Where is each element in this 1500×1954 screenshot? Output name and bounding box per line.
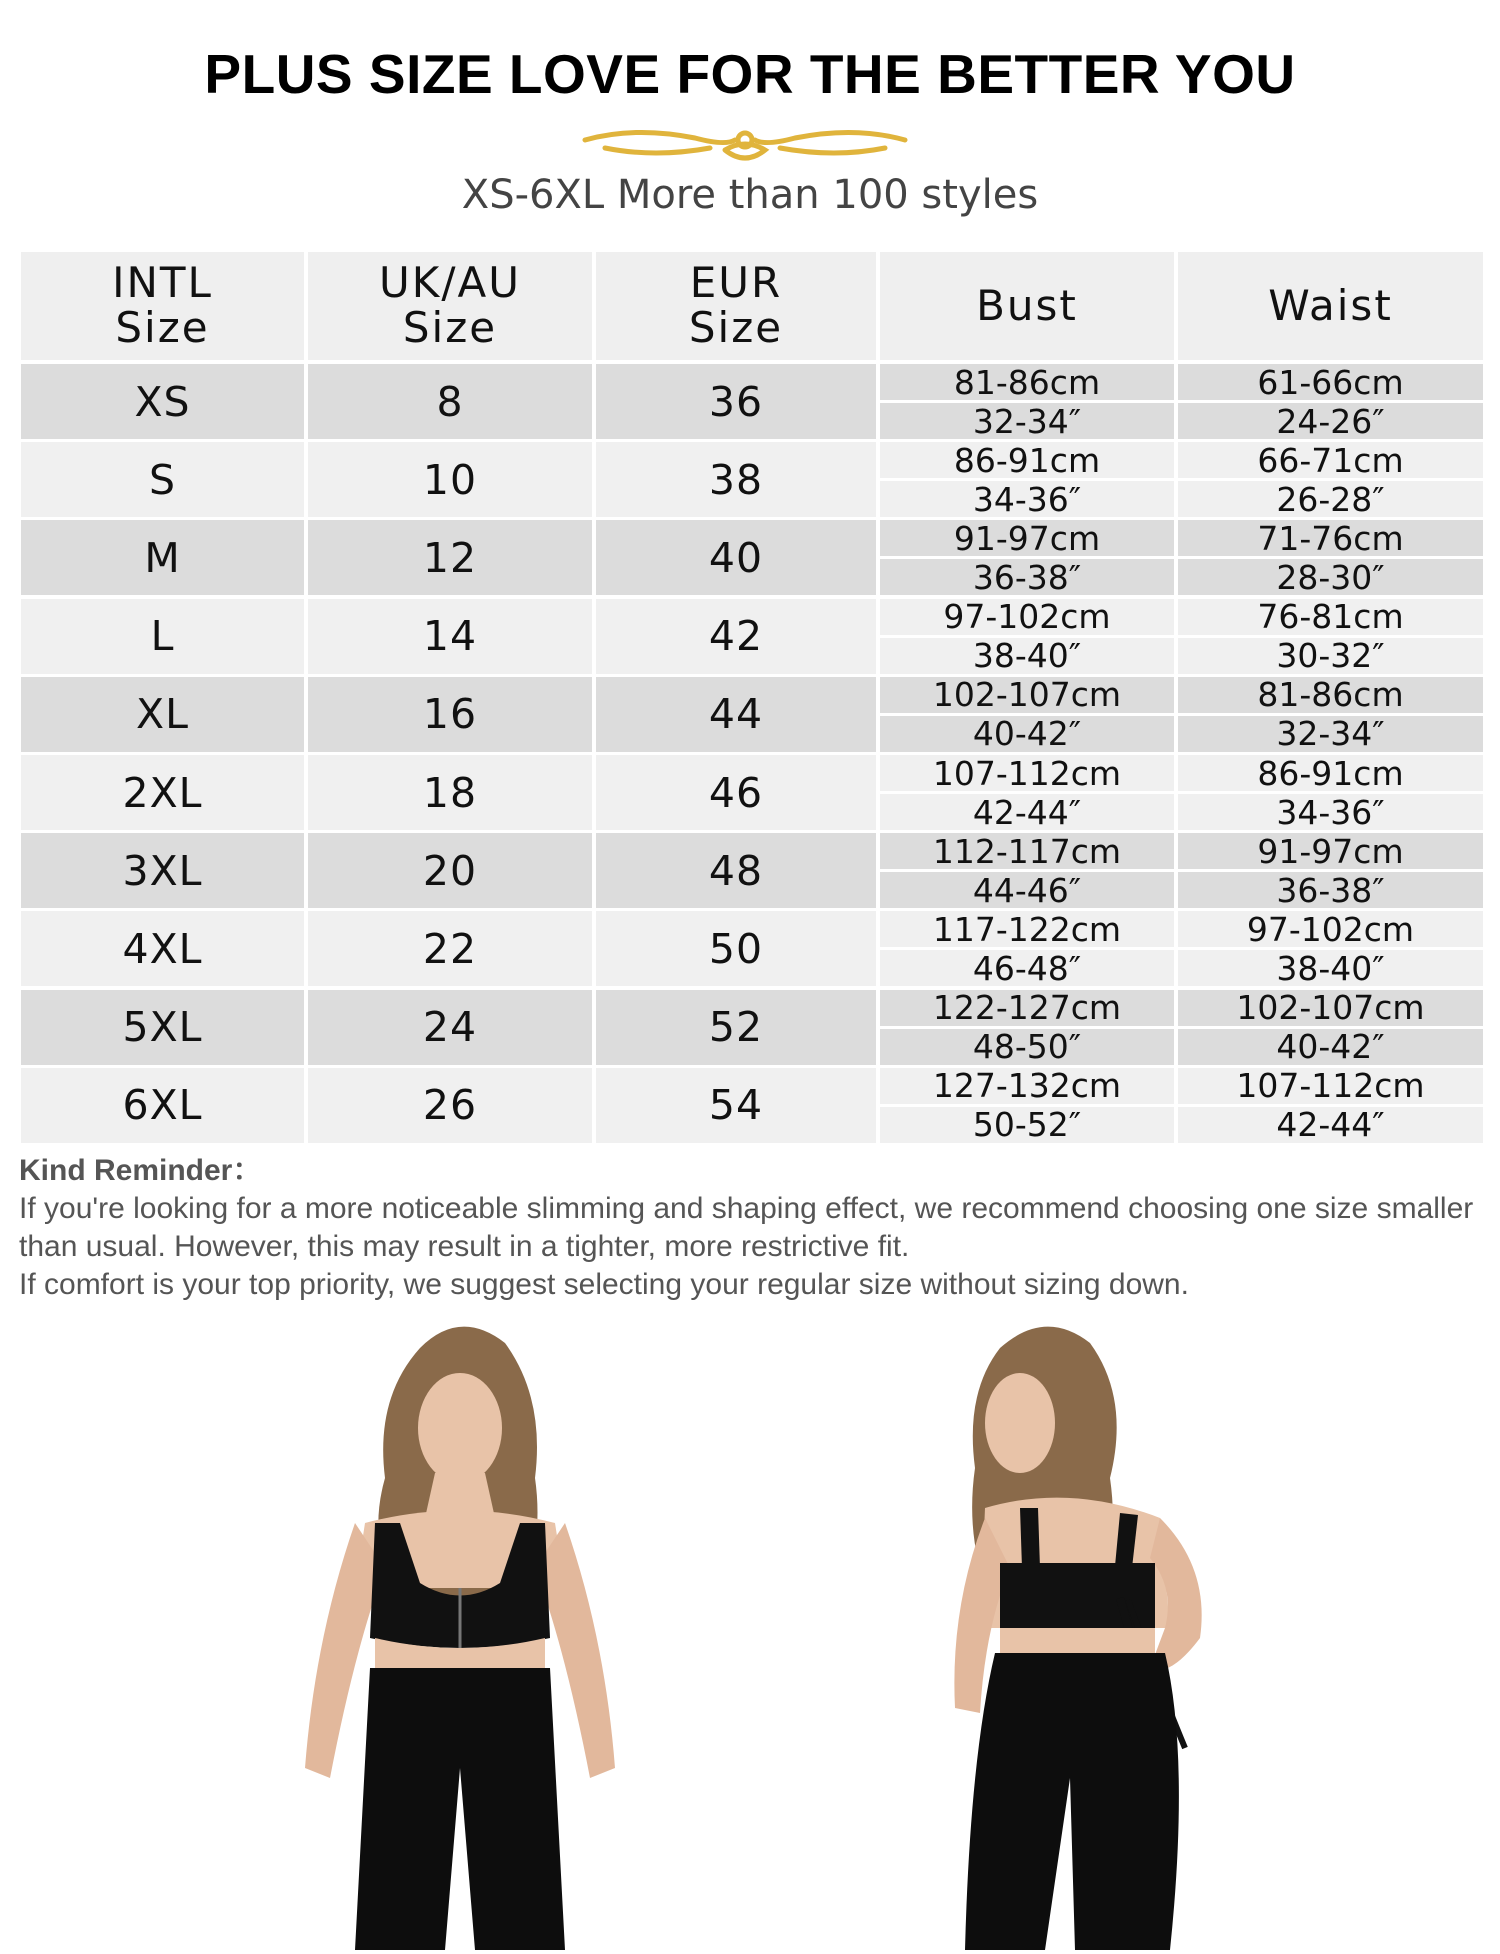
bust-inch-value: 48-50″	[880, 1029, 1174, 1065]
bust-inch-value: 50-52″	[880, 1107, 1174, 1143]
header-intl-size: INTL Size	[21, 252, 304, 360]
model-front-photo	[245, 1308, 675, 1950]
cell-bust	[880, 911, 1174, 986]
cell-intl-size: 3XL	[21, 833, 304, 908]
waist-inch-value: 40-42″	[1178, 1029, 1483, 1065]
bust-inch-value: 42-44″	[880, 794, 1174, 830]
cell-intl-size: 6XL	[21, 1068, 304, 1143]
page-subtitle: XS-6XL More than 100 styles	[461, 172, 1039, 218]
waist-cm-value: 107-112cm	[1178, 1068, 1483, 1104]
header-uk-au-size: UK/AU Size	[308, 252, 592, 360]
cell-uk-au-size: 10	[308, 442, 592, 517]
waist-cm-value: 102-107cm	[1178, 990, 1483, 1026]
waist-inch-value: 24-26″	[1178, 403, 1483, 439]
waist-cm-value: 86-91cm	[1178, 755, 1483, 791]
bust-cm-value: 81-86cm	[880, 364, 1174, 400]
cell-waist	[1178, 755, 1483, 830]
cell-uk-au-size: 22	[308, 911, 592, 986]
waist-cm-value: 61-66cm	[1178, 364, 1483, 400]
reminder-text-2: If comfort is your top priority, we suggest selecting your regular size without sizing down.	[19, 1268, 1189, 1301]
header-bust: Bust	[880, 252, 1174, 360]
table-row	[21, 599, 1483, 674]
size-chart-table	[21, 252, 1483, 1144]
cell-eur-size: 52	[596, 990, 876, 1065]
waist-cm-value: 81-86cm	[1178, 677, 1483, 713]
cell-waist	[1178, 364, 1483, 439]
cell-waist	[1178, 833, 1483, 908]
waist-cm-value: 76-81cm	[1178, 599, 1483, 635]
cell-bust	[880, 442, 1174, 517]
bust-cm-value: 122-127cm	[880, 990, 1174, 1026]
model-back-photo	[870, 1308, 1300, 1950]
header-eur-size: EUR Size	[596, 252, 876, 360]
cell-waist	[1178, 677, 1483, 752]
waist-inch-value: 36-38″	[1178, 872, 1483, 908]
cell-bust	[880, 520, 1174, 595]
cell-uk-au-size: 24	[308, 990, 592, 1065]
bust-cm-value: 112-117cm	[880, 833, 1174, 869]
table-row	[21, 755, 1483, 830]
cell-eur-size: 40	[596, 520, 876, 595]
cell-waist	[1178, 990, 1483, 1065]
kind-reminder	[19, 1152, 1489, 1304]
cell-intl-size: 4XL	[21, 911, 304, 986]
cell-intl-size: 2XL	[21, 755, 304, 830]
bust-cm-value: 91-97cm	[880, 520, 1174, 556]
bust-inch-value: 32-34″	[880, 403, 1174, 439]
table-row	[21, 833, 1483, 908]
waist-cm-value: 66-71cm	[1178, 442, 1483, 478]
waist-cm-value: 97-102cm	[1178, 911, 1483, 947]
cell-intl-size: 5XL	[21, 990, 304, 1065]
cell-bust	[880, 755, 1174, 830]
cell-eur-size: 46	[596, 755, 876, 830]
table-row	[21, 1068, 1483, 1143]
waist-cm-value: 91-97cm	[1178, 833, 1483, 869]
reminder-text-1: If you're looking for a more noticeable slimming and shaping effect, we recommend choosing one size smaller than usual. However, this may result in a tighter, more restrictive fit.	[19, 1192, 1474, 1263]
bust-cm-value: 102-107cm	[880, 677, 1174, 713]
cell-uk-au-size: 16	[308, 677, 592, 752]
cell-intl-size: S	[21, 442, 304, 517]
cell-waist	[1178, 599, 1483, 674]
cell-waist	[1178, 911, 1483, 986]
bust-cm-value: 127-132cm	[880, 1068, 1174, 1104]
bust-inch-value: 36-38″	[880, 559, 1174, 595]
page-title: PLUS SIZE LOVE FOR THE BETTER YOU	[204, 43, 1296, 105]
waist-inch-value: 28-30″	[1178, 559, 1483, 595]
cell-eur-size: 38	[596, 442, 876, 517]
cell-eur-size: 42	[596, 599, 876, 674]
bust-cm-value: 97-102cm	[880, 599, 1174, 635]
cell-waist	[1178, 442, 1483, 517]
bust-cm-value: 107-112cm	[880, 755, 1174, 791]
waist-inch-value: 34-36″	[1178, 794, 1483, 830]
table-row	[21, 911, 1483, 986]
cell-uk-au-size: 26	[308, 1068, 592, 1143]
cell-bust	[880, 599, 1174, 674]
cell-intl-size: L	[21, 599, 304, 674]
waist-inch-value: 38-40″	[1178, 950, 1483, 986]
bust-cm-value: 86-91cm	[880, 442, 1174, 478]
bust-inch-value: 46-48″	[880, 950, 1174, 986]
gold-ornament-icon	[575, 118, 915, 168]
cell-uk-au-size: 20	[308, 833, 592, 908]
waist-cm-value: 71-76cm	[1178, 520, 1483, 556]
cell-intl-size: XS	[21, 364, 304, 439]
cell-intl-size: XL	[21, 677, 304, 752]
table-row	[21, 364, 1483, 439]
bust-inch-value: 40-42″	[880, 716, 1174, 752]
waist-inch-value: 26-28″	[1178, 481, 1483, 517]
cell-uk-au-size: 8	[308, 364, 592, 439]
cell-intl-size: M	[21, 520, 304, 595]
cell-bust	[880, 677, 1174, 752]
cell-eur-size: 44	[596, 677, 876, 752]
cell-bust	[880, 833, 1174, 908]
cell-eur-size: 50	[596, 911, 876, 986]
table-row	[21, 520, 1483, 595]
cell-uk-au-size: 14	[308, 599, 592, 674]
table-row	[21, 677, 1483, 752]
cell-waist	[1178, 1068, 1483, 1143]
bust-cm-value: 117-122cm	[880, 911, 1174, 947]
cell-uk-au-size: 12	[308, 520, 592, 595]
cell-waist	[1178, 520, 1483, 595]
bust-inch-value: 44-46″	[880, 872, 1174, 908]
header-waist: Waist	[1178, 252, 1483, 360]
cell-eur-size: 36	[596, 364, 876, 439]
bust-inch-value: 34-36″	[880, 481, 1174, 517]
waist-inch-value: 42-44″	[1178, 1107, 1483, 1143]
cell-bust	[880, 1068, 1174, 1143]
table-row	[21, 442, 1483, 517]
cell-eur-size: 48	[596, 833, 876, 908]
reminder-heading: Kind Reminder：	[19, 1154, 263, 1187]
waist-inch-value: 30-32″	[1178, 638, 1483, 674]
waist-inch-value: 32-34″	[1178, 716, 1483, 752]
table-row	[21, 990, 1483, 1065]
cell-bust	[880, 990, 1174, 1065]
cell-eur-size: 54	[596, 1068, 876, 1143]
cell-bust	[880, 364, 1174, 439]
bust-inch-value: 38-40″	[880, 638, 1174, 674]
cell-uk-au-size: 18	[308, 755, 592, 830]
